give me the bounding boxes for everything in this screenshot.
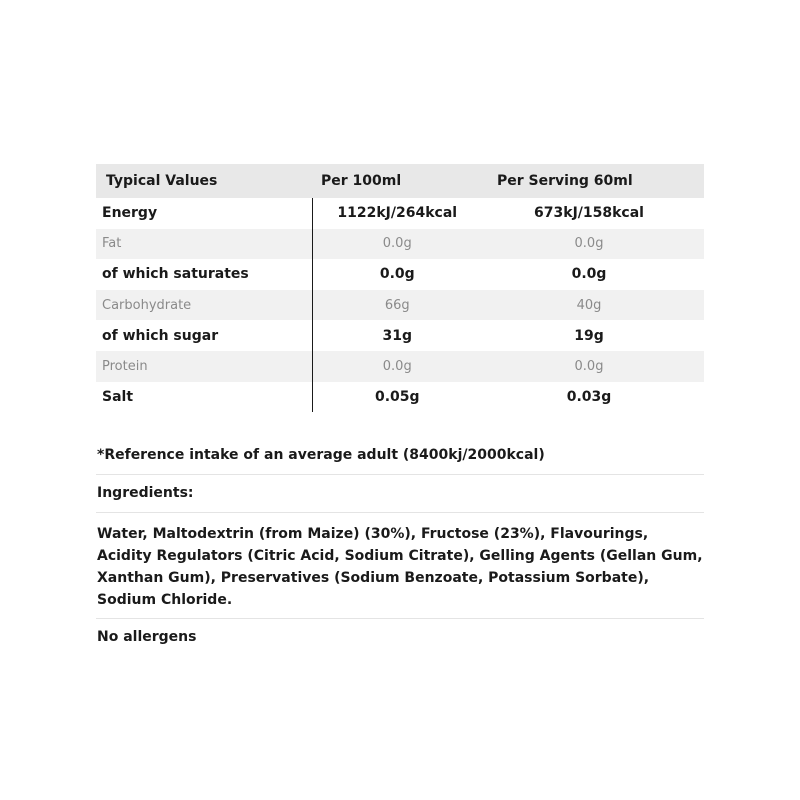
table-row-carbohydrate [96,290,704,321]
row-per-100ml: 0.0g [312,229,496,260]
table-row-protein [96,351,704,382]
row-per-100ml: 0.0g [312,259,496,290]
row-label: Protein [96,351,312,382]
ingredients-text: Water, Maltodextrin (from Maize) (30%), Fructose (23%), Flavourings, Acidity Regulators (Citric Acid, Sodium Citrate), Gelling Agents (Gellan Gum, Xanthan Gum), Preservatives (Sodium Benzoate, Potassium Sorbate), Sodium Chloride. [96,523,704,619]
row-label: Energy [96,198,312,229]
nutrition-panel [96,164,704,645]
row-per-serving: 19g [496,320,704,351]
table-row-saturates [96,259,704,290]
row-label: Salt [96,382,312,413]
row-per-serving: 673kJ/158kcal [496,198,704,229]
header-typical-values: Typical Values [96,164,312,198]
nutrition-table [96,164,705,412]
row-per-serving: 0.0g [496,259,704,290]
row-per-serving: 0.0g [496,351,704,382]
table-row-salt [96,382,704,413]
table-row-fat [96,229,704,260]
header-per-100ml: Per 100ml [312,164,496,198]
table-header-row [96,164,704,198]
row-per-100ml: 0.0g [312,351,496,382]
row-per-100ml: 0.05g [312,382,496,413]
row-per-100ml: 1122kJ/264kcal [312,198,496,229]
ingredients-heading: Ingredients: [96,485,704,513]
table-row-sugar [96,320,704,351]
row-per-100ml: 66g [312,290,496,321]
table-row-energy [96,198,704,229]
row-label: of which saturates [96,259,312,290]
allergens-note: No allergens [97,629,197,646]
row-label: of which sugar [96,320,312,351]
row-label: Carbohydrate [96,290,312,321]
row-label: Fat [96,229,312,260]
reference-intake-note: *Reference intake of an average adult (8400kj/2000kcal) [96,447,704,475]
header-per-serving: Per Serving 60ml [496,164,704,198]
row-per-serving: 40g [496,290,704,321]
row-per-100ml: 31g [312,320,496,351]
row-per-serving: 0.0g [496,229,704,260]
row-per-serving: 0.03g [496,382,704,413]
